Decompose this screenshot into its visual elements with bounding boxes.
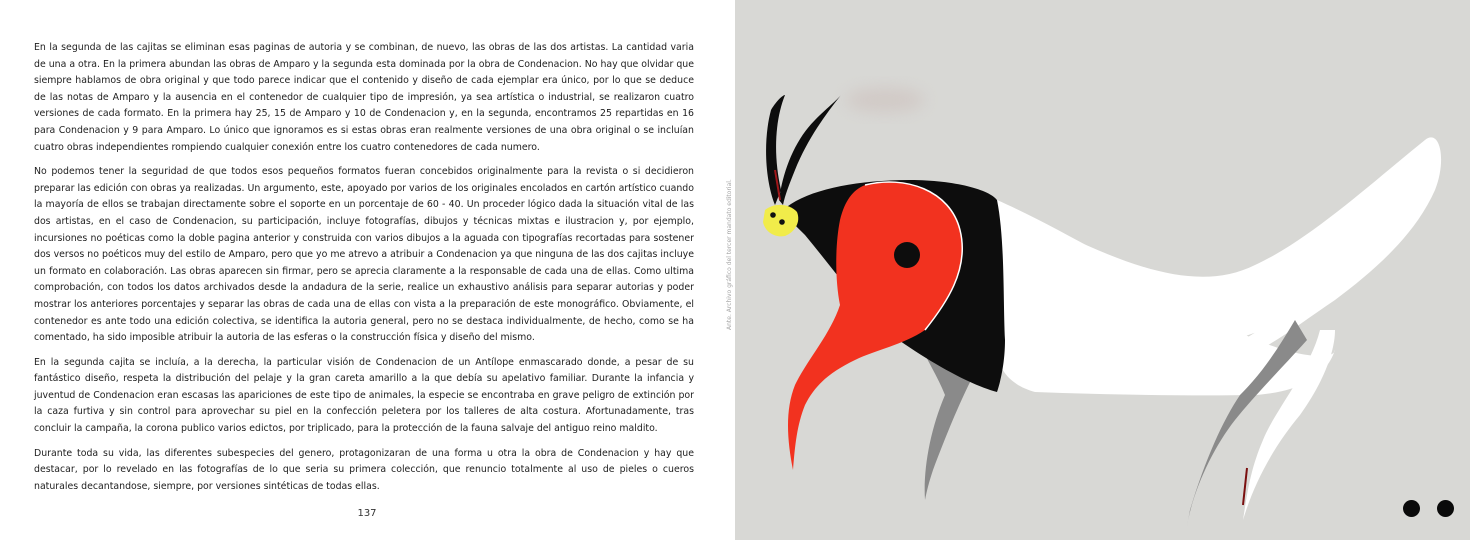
paragraph: No podemos tener la seguridad de que todos esos pequeños formatos fueran concebidos originalmente para la revista o si decidieron preparar las edición con obras ya realizadas. Un argumento, este, apoyado por varios de los originales encolados en cartón artístico cuando la mayoría de ellos se trabajan directamente sobre el soporte en un porcentaje de 60 - 40. Un proceder lógico dada la situación vital de las dos artistas, en el caso de Condenacion, su participación, incluye fotografías, dibujos y técnicas mixtas e ilustracion y, por ejemplo, incursiones no poéticas como la doble pagina anterior y construida con varios dibujos a la aguada con tipografías recortadas para sostener dos versos no poéticos muy del estilo de Amparo, pero que yo me atrevo a atribuir a Condenacion ya que ninguna de las dos cajitas incluye un formato en colaboración. Las obras aparecen sin firmar, pero se aprecia claramente a la responsable de cada una de ellas. Como ultima comprobación, con todos los datos archivados desde la andadura de la serie, realice un exhaustivo análisis para separar autorias y poder mostrar los anteriores porcentajes y separar las obras de cada una de ellas con vista a la preparación de este monográfico. Obviamente, el contenedor es ante todo una edición colectiva, se identifica la autoria general, pero no se destaca individualmente, de hecho, como se ha comentado, ha sido imposible atribuir la autoria de las esferas o la construcción física y diseño del mismo. — [34, 166, 694, 344]
next-dot-icon[interactable] — [1437, 500, 1454, 517]
previous-dot-icon[interactable] — [1403, 500, 1420, 517]
paragraph: En la segunda de las cajitas se eliminan esas paginas de autoria y se combinan, de nuevo, las obras de las dos artistas. La cantidad varia de una a otra. En la primera abundan las obras de Amparo y la segunda esta dominada por la obra de Condenacion. No hay que olvidar que siempre hablamos de obra original y que todo parece indicar que el contenido y diseño de cada ejemplar era único, por lo que se deduce de las notas de Amparo y la ausencia en el contenedor de cualquier tipo de impresión, ya sea artística o industrial, se realizaron cuatro versiones de cada formato. En la primera hay 25, 15 de Amparo y 10 de Condenacion y, en la segunda, encontramos 25 repartidas en 16 para Condenacion y 9 para Amparo. Lo único que ignoramos es si estas obras eran realmente versiones de una obra original o se incluían cuatro obras independientes rompiendo cualquier conexión entre los cuatro contenedores de cada numero. — [34, 42, 694, 153]
mask-eye-right — [779, 219, 785, 225]
masked-antelope-illustration — [735, 0, 1470, 540]
body-text — [34, 40, 694, 503]
eye-shape — [894, 242, 920, 268]
background-smudge — [845, 88, 925, 112]
paragraph: Durante toda su vida, las diferentes subespecies del genero, protagonizaran de una forma u otra la obra de Condenacion y hay que destacar, por lo revelado en las fotografías de lo que seria su primera colección, que renuncio totalmente al uso de pieles o cueros naturales decantandose, siempre, por versiones sintéticas de todas ellas. — [34, 447, 694, 492]
page-number: 137 — [357, 508, 377, 519]
paragraph: En la segunda cajita se incluía, a la derecha, la particular visión de Condenacion de un Antílope enmascarado donde, a pesar de su fantástico diseño, respeta la distribución del pelaje y la gran careta amarillo a la que debía su apelativo familiar. Durante la infancia y juventud de Condenacion eran escasas las apariciones de este tipo de animales, la especie se encontraba en grave peligro de extinción por la caza furtiva y sin control para aprovechar su piel en la confección peletera por los talleres de alta costura. Afortunadamente, tras concluir la campaña, la corona publico varios edictos, por triplicado, para la protección de la fauna salvaje del antiguo reino maldito. — [34, 356, 694, 435]
image-credit: Ante. Archivo gráfico del tercer mandato editorial. — [726, 179, 733, 330]
right-page — [735, 0, 1470, 540]
mask-eye-left — [770, 212, 776, 218]
